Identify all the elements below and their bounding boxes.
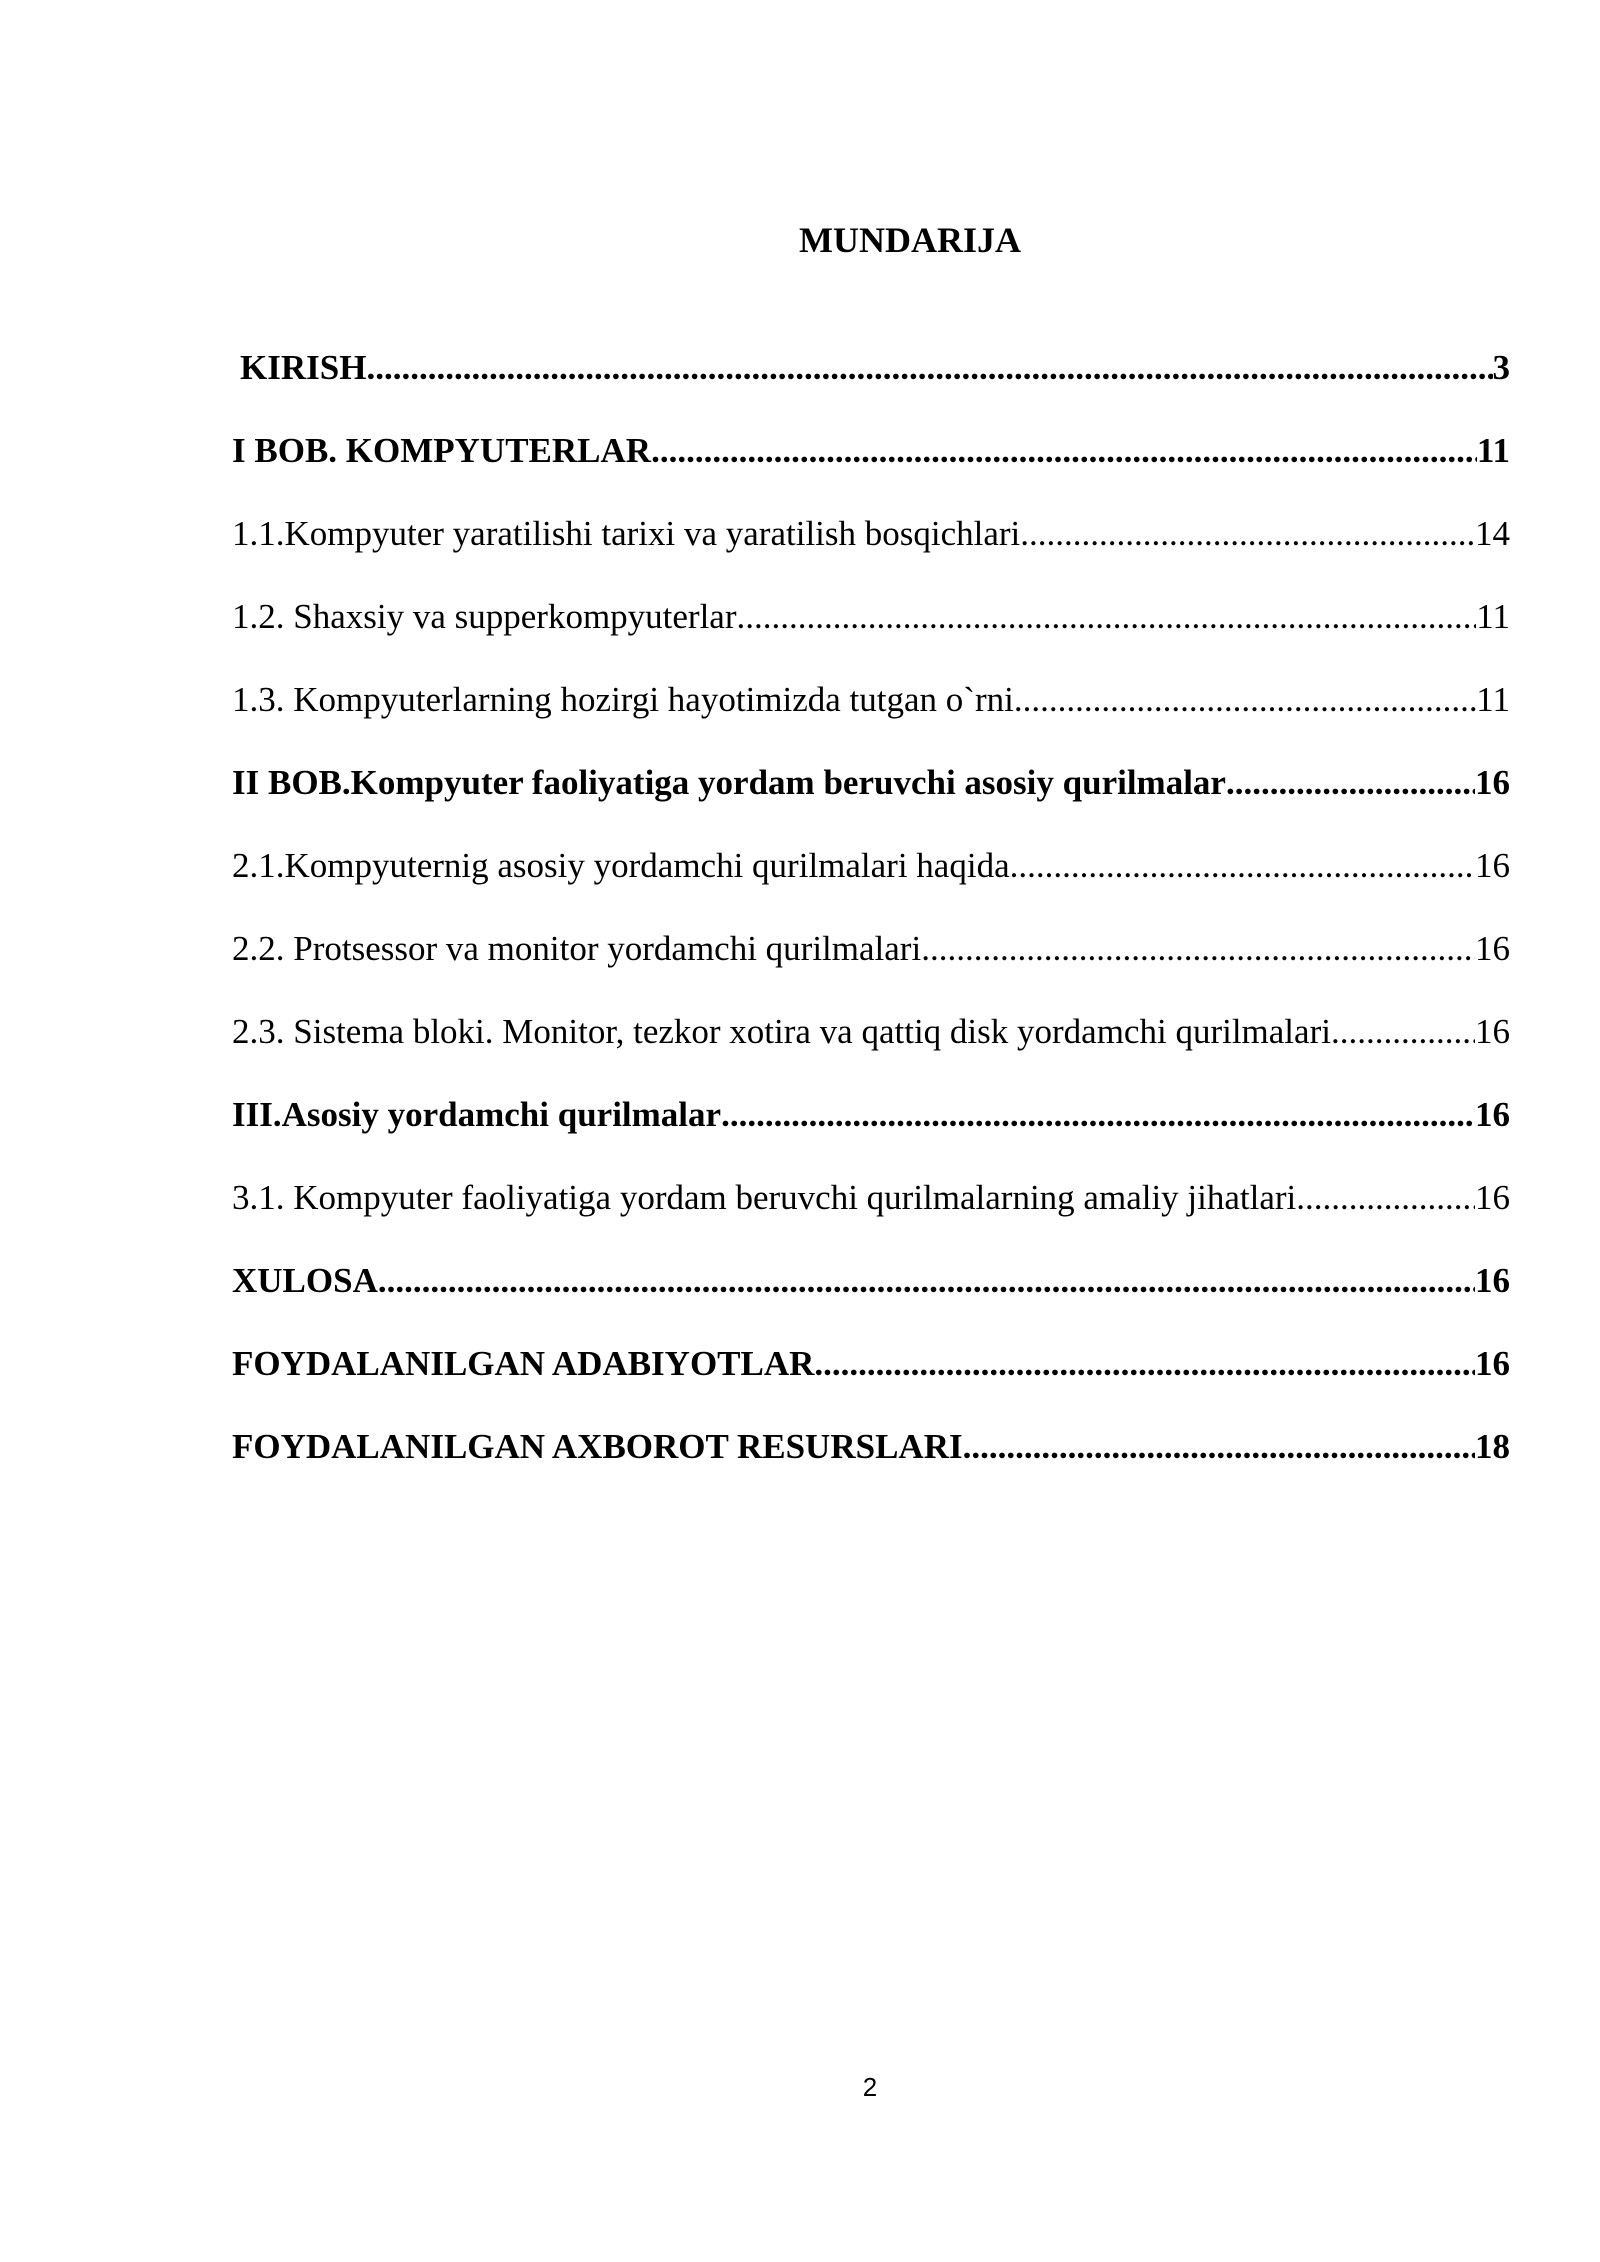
toc-dot-leader bbox=[1020, 512, 1475, 556]
toc-entry-page: 16 bbox=[1475, 763, 1510, 802]
toc-entry-page: 11 bbox=[1476, 597, 1510, 636]
toc-entry-section-2-1 bbox=[232, 844, 1510, 927]
toc-dot-leader bbox=[1010, 844, 1475, 888]
toc-entry-label: KIRISH bbox=[240, 348, 367, 387]
toc-entry-page: 16 bbox=[1475, 1261, 1510, 1300]
toc-entry-label: FOYDALANILGAN ADABIYOTLAR bbox=[232, 1344, 815, 1383]
toc-dot-leader bbox=[378, 1259, 1475, 1303]
page-number: 2 bbox=[862, 2072, 878, 2102]
toc-entry-label: II BOB.Kompyuter faoliyatiga yordam beruvchi asosiy qurilmalar bbox=[232, 763, 1226, 802]
toc-entry-label: I BOB. KOMPYUTERLAR bbox=[232, 431, 652, 470]
toc-dot-leader bbox=[1296, 1176, 1475, 1220]
toc-entry-section-1-3 bbox=[232, 678, 1510, 761]
toc-entry-section-2-2 bbox=[232, 927, 1510, 1010]
toc-dot-leader bbox=[1331, 1010, 1475, 1054]
toc-entry-label: 1.2. Shaxsiy va supperkompyuterlar bbox=[232, 597, 737, 636]
toc-entry-page: 3 bbox=[1492, 348, 1510, 387]
toc-entry-chapter-1 bbox=[232, 429, 1510, 512]
toc-entry-page: 16 bbox=[1475, 846, 1510, 885]
toc-entry-section-1-1 bbox=[232, 512, 1510, 595]
toc-entry-page: 16 bbox=[1475, 929, 1510, 968]
toc-entry-resurslar bbox=[232, 1425, 1510, 1508]
toc-entry-page: 18 bbox=[1475, 1427, 1510, 1466]
toc-entry-label: 1.1.Kompyuter yaratilishi tarixi va yaratilish bosqichlari bbox=[232, 514, 1021, 553]
toc-dot-leader bbox=[963, 1425, 1475, 1469]
toc-entry-label: FOYDALANILGAN AXBOROT RESURSLARI bbox=[232, 1427, 963, 1466]
toc-dot-leader bbox=[651, 429, 1477, 473]
toc-entry-label: 2.1.Kompyuternig asosiy yordamchi qurilmalari haqida bbox=[232, 846, 1010, 885]
toc-entry-page: 16 bbox=[1475, 1344, 1510, 1383]
toc-entry-section-3-1 bbox=[232, 1176, 1510, 1259]
toc-entry-page: 16 bbox=[1475, 1178, 1510, 1217]
toc-entry-page: 16 bbox=[1475, 1095, 1510, 1134]
toc-entry-section-2-3 bbox=[232, 1010, 1510, 1093]
toc-entry-chapter-3 bbox=[232, 1093, 1510, 1176]
toc-dot-leader bbox=[1014, 678, 1476, 722]
toc-dot-leader bbox=[737, 595, 1477, 639]
toc-entry-section-1-2 bbox=[232, 595, 1510, 678]
toc-entry-label: III.Asosiy yordamchi qurilmalar bbox=[232, 1095, 722, 1134]
toc-entry-label: 2.2. Protsessor va monitor yordamchi qurilmalari bbox=[232, 929, 922, 968]
table-of-contents bbox=[232, 346, 1510, 1508]
toc-dot-leader bbox=[366, 346, 1492, 390]
toc-entry-label: 3.1. Kompyuter faoliyatiga yordam beruvchi qurilmalarning amaliy jihatlari bbox=[232, 1178, 1297, 1217]
toc-entry-adabiyotlar bbox=[232, 1342, 1510, 1425]
toc-dot-leader bbox=[814, 1342, 1475, 1386]
toc-entry-page: 16 bbox=[1475, 1012, 1510, 1051]
toc-entry-page: 11 bbox=[1476, 431, 1510, 470]
page-title: MUNDARIJA bbox=[799, 220, 1021, 260]
toc-entry-label: XULOSA bbox=[232, 1261, 378, 1300]
toc-entry-xulosa bbox=[232, 1259, 1510, 1342]
toc-dot-leader bbox=[921, 927, 1475, 971]
toc-entry-page: 14 bbox=[1475, 514, 1510, 553]
toc-entry-chapter-2 bbox=[232, 761, 1510, 844]
toc-entry-kirish bbox=[232, 346, 1510, 429]
toc-dot-leader bbox=[1226, 761, 1475, 805]
toc-entry-label: 2.3. Sistema bloki. Monitor, tezkor xotira va qattiq disk yordamchi qurilmalari bbox=[232, 1012, 1331, 1051]
toc-dot-leader bbox=[721, 1093, 1475, 1137]
toc-entry-page: 11 bbox=[1476, 680, 1510, 719]
toc-entry-label: 1.3. Kompyuterlarning hozirgi hayotimizda tutgan o`rni bbox=[232, 680, 1014, 719]
